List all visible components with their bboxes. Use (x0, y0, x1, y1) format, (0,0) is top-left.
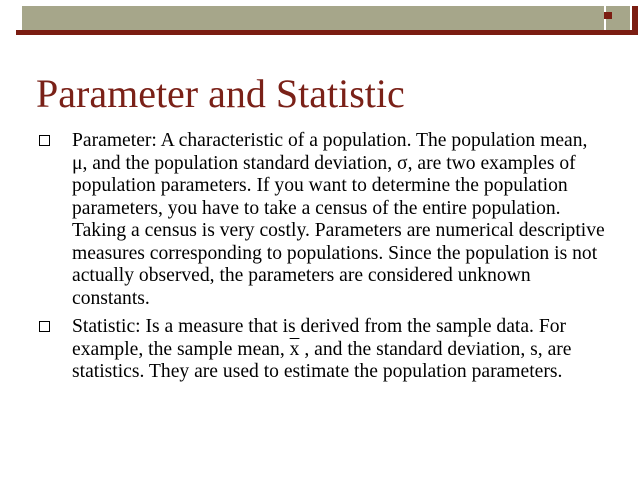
bullet-text-statistic-part1: Statistic: Is a measure that is derived from the sample data. For example, the sample mean, (72, 316, 567, 360)
sample-mean-symbol: $\overline{x}$ (289, 338, 300, 360)
bullet-text-statistic-part2: , and the standard deviation, s, are statistics. They are used to estimate the population parameters. (72, 338, 572, 382)
bullet-item-parameter (36, 130, 606, 310)
bullet-list (36, 130, 606, 390)
header-band-bar (22, 6, 604, 30)
header-accent-block (604, 12, 612, 19)
slide-title: Parameter and Statistic (36, 71, 405, 116)
bullet-item-statistic (36, 316, 606, 384)
bullet-text-parameter: Parameter: A characteristic of a population. The population mean, μ, and the population standard deviation, σ, are two examples of population parameters. If you want to determine the population parameters, you have to take a census of the entire population. Taking a census is very costly. Parameters are numerical descriptive measures corresponding to populations. Since the population is not actually observed, the parameters are considered unknown constants. (72, 130, 605, 309)
header-accent-line (16, 30, 638, 35)
header-accent-side (632, 6, 638, 30)
header-decoration-band (0, 0, 638, 38)
hollow-square-bullet-icon (39, 135, 50, 146)
hollow-square-bullet-icon (39, 321, 50, 332)
